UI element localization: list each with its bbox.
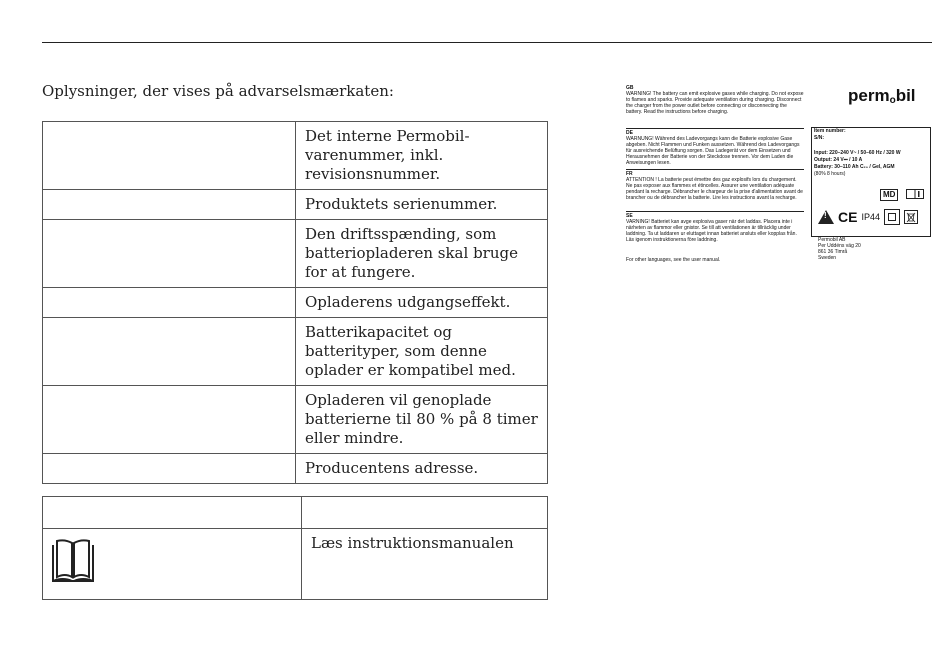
manual-icon [906,189,924,199]
warning-icon [818,210,834,224]
table-row [43,386,548,454]
intro-text: Oplysninger, der vises på advarselsmærkaten: [42,82,394,100]
label-gb: GB WARNING! The battery can emit explosive gases while charging. Do not expose to flames and sparks. Provide adequate ventilation during charging. Disconnect the charger from the power outlet before connecting or disconnecting the battery. Read the instructions before charging. [626,85,804,115]
table-row [43,190,548,220]
weee-bin-icon [904,210,918,224]
table-row [43,318,548,386]
manufacturer-address: Permobil AB Per Uddéns väg 20 861 36 Timrå Sweden [818,237,861,261]
label-other-lang: For other languages, see the user manual. [626,257,721,263]
table-cell: Læs instruktionsmanualen [302,529,548,600]
table-row [43,220,548,288]
symbol-row [818,209,918,225]
ce-mark: CE [838,209,858,225]
table-header-row [43,497,548,529]
table-row [43,288,548,318]
label-se: SE VARNING! Batteriet kan avge explosiva gaser när det laddas. Placera inte i närheten av flammor eller gnistor. Se till att ventilationen är tillräcklig under laddning. Ta ut laddaren ur eluttaget innan batteriet ansluts eller kopplas från. Läs igenom instruktionerna före laddning. [626,211,804,243]
table-cell: Det interne Permobil-varenummer, inkl. revisionsnummer. [296,122,548,190]
table-row [43,122,548,190]
symbol-table [42,496,548,600]
warning-label-image [626,85,932,275]
table-cell: Producentens adresse. [296,454,548,484]
table-row [43,454,548,484]
table-row [43,529,548,600]
spec-box: Item number: S/N: Input: 220–240 V~ / 50–60 Hz / 320 W Output: 24 V⎓ / 10 A Battery: 30–110 Ah C₂₀ / Gel, AGM (80% 8 hours) [811,127,931,237]
label-info-table [42,121,548,484]
ip-rating: IP44 [861,212,880,222]
table-cell: Batterikapacitet og batterityper, som denne oplader er kompatibel med. [296,318,548,386]
table-cell: Produktets serienummer. [296,190,548,220]
double-insulation-icon [884,209,900,225]
label-fr: FR ATTENTION ! La batterie peut émettre des gaz explosifs lors du chargement. Ne pas exposer aux flammes et étincelles. Assurer une ventilation adéquate pendant la recharge. Débrancher le chargeur de la prise d'alimentation avant de brancher ou de débrancher la batterie. Lire les instructions avant la recharge. [626,171,803,201]
top-rule [42,42,932,43]
label-de: DE WARNUNG! Während des Ladevorgangs kann die Batterie explosive Gase abgeben. Nicht Flammen und Funken aussetzen. Während des Ladevorgangs für ausreichende Belüftung sorgen. Das Ladegerät vor dem Einsetzen und Herausnehmen der Batterie von der Steckdose trennen. Vor dem Laden die Anweisungen lesen. [626,128,804,166]
md-badge: MD [880,189,898,201]
table-cell: Opladerens udgangseffekt. [296,288,548,318]
book-icon [49,537,97,585]
permobil-logo: perm$_o$bil [848,86,916,106]
table-cell: Opladeren vil genoplade batterierne til 80 % på 8 timer eller mindre. [296,386,548,454]
table-cell: Den driftsspænding, som batteriopladeren skal bruge for at fungere. [296,220,548,288]
